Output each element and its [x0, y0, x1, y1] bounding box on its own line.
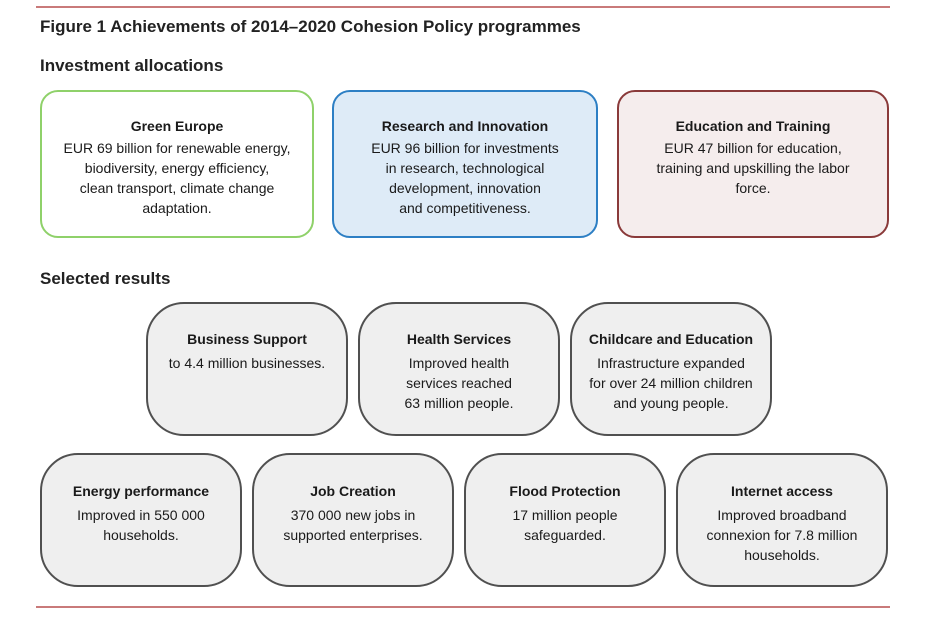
- card-text-line: EUR 96 billion for investments: [371, 140, 559, 156]
- card-text-line: EUR 47 billion for education,: [664, 140, 842, 156]
- results-heading: Selected results: [40, 269, 171, 288]
- result-text-line: to 4.4 million businesses.: [168, 355, 326, 371]
- card-title: Research and Innovation: [381, 118, 549, 134]
- result-title: Business Support: [187, 331, 307, 347]
- card-text-line: biodiversity, energy efficiency,: [84, 160, 270, 176]
- result-text-line: Improved broadband: [717, 507, 847, 523]
- card-research-innovation: [332, 90, 598, 238]
- result-text-line: connexion for 7.8 million: [706, 527, 858, 543]
- result-title: Childcare and Education: [588, 331, 754, 347]
- result-text-line: households.: [744, 547, 820, 563]
- result-text-line: Improved in 550 000: [77, 507, 205, 523]
- result-text-line: 17 million people: [512, 507, 618, 523]
- investment-heading: Investment allocations: [40, 56, 224, 75]
- result-title: Health Services: [406, 331, 512, 347]
- result-text-line: Infrastructure expanded: [597, 355, 745, 371]
- result-text-line: and young people.: [613, 395, 729, 411]
- result-text-line: for over 24 million children: [589, 375, 753, 391]
- card-text-line: adaptation.: [142, 200, 212, 216]
- figure-title: Figure 1 Achievements of 2014–2020 Cohesion Policy programmes: [40, 17, 581, 36]
- result-title: Flood Protection: [509, 483, 621, 499]
- result-title: Energy performance: [72, 483, 210, 499]
- card-title: Education and Training: [675, 118, 831, 134]
- card-green-europe: [40, 90, 314, 238]
- card-text-line: development, innovation: [389, 180, 541, 196]
- result-internet-access: [676, 453, 888, 587]
- result-text-line: households.: [103, 527, 179, 543]
- result-text-line: services reached: [406, 375, 512, 391]
- card-text-line: EUR 69 billion for renewable energy,: [63, 140, 291, 156]
- bottom-rule: [36, 606, 890, 608]
- result-childcare-education: [570, 302, 772, 436]
- result-health-services: [358, 302, 560, 436]
- result-title: Internet access: [731, 483, 833, 499]
- card-text-line: in research, technological: [385, 160, 545, 176]
- card-text-line: clean transport, climate change: [79, 180, 275, 196]
- result-flood-protection: [464, 453, 666, 587]
- card-text-line: training and upskilling the labor: [656, 160, 850, 176]
- result-text-line: Improved health: [408, 355, 510, 371]
- result-text-line: supported enterprises.: [283, 527, 423, 543]
- result-job-creation: [252, 453, 454, 587]
- result-title: Job Creation: [310, 483, 396, 499]
- result-text-line: safeguarded.: [524, 527, 606, 543]
- card-title: Green Europe: [130, 118, 224, 134]
- top-rule: [36, 6, 890, 8]
- card-text-line: and competitiveness.: [399, 200, 531, 216]
- card-text-line: force.: [735, 180, 771, 196]
- result-text-line: 63 million people.: [404, 395, 514, 411]
- result-text-line: 370 000 new jobs in: [290, 507, 416, 523]
- result-business-support: [146, 302, 348, 436]
- card-education-training: [617, 90, 889, 238]
- result-energy-performance: [40, 453, 242, 587]
